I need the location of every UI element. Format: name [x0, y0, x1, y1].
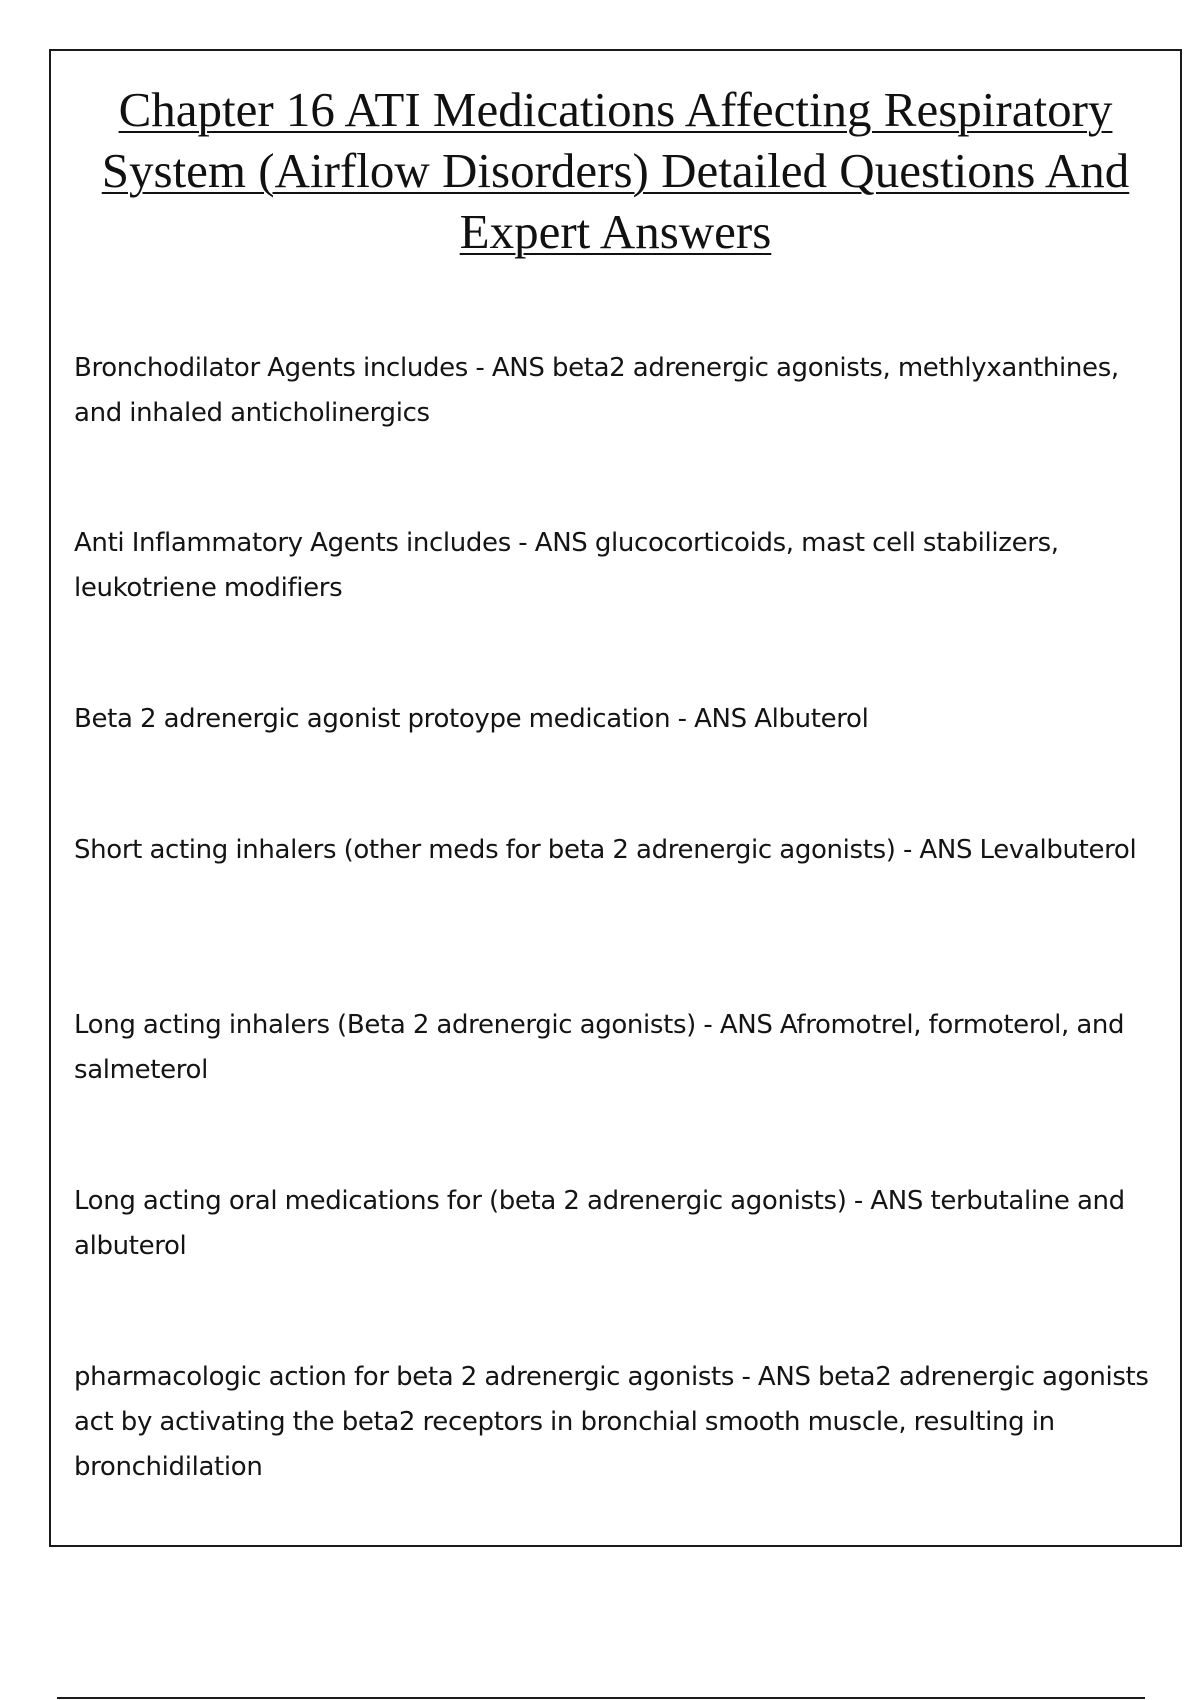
- document-frame: [49, 49, 1182, 1547]
- list-item: Bronchodilator Agents includes - ANS beta2 adrenergic agonists, methlyxanthines, and inhaled anticholinergics: [74, 353, 1119, 428]
- footer-divider: [57, 1697, 1145, 1699]
- list-item: Beta 2 adrenergic agonist protoype medication - ANS Albuterol: [74, 704, 869, 734]
- list-item: Anti Inflammatory Agents includes - ANS glucocorticoids, mast cell stabilizers, leukotriene modifiers: [74, 528, 1059, 603]
- list-item: pharmacologic action for beta 2 adrenergic agonists - ANS beta2 adrenergic agonists act by activating the beta2 receptors in bronchial smooth muscle, resulting in bronchidilation: [74, 1362, 1149, 1482]
- list-item: Long acting oral medications for (beta 2 adrenergic agonists) - ANS terbutaline and albuterol: [74, 1186, 1125, 1261]
- list-item: Long acting inhalers (Beta 2 adrenergic agonists) - ANS Afromotrel, formoterol, and salmeterol: [74, 1010, 1125, 1085]
- page-title: Chapter 16 ATI Medications Affecting Respiratory System (Airflow Disorders) Detailed Questions And Expert Answers: [101, 82, 1130, 259]
- list-item: Short acting inhalers (other meds for beta 2 adrenergic agonists) - ANS Levalbuterol: [74, 835, 1137, 865]
